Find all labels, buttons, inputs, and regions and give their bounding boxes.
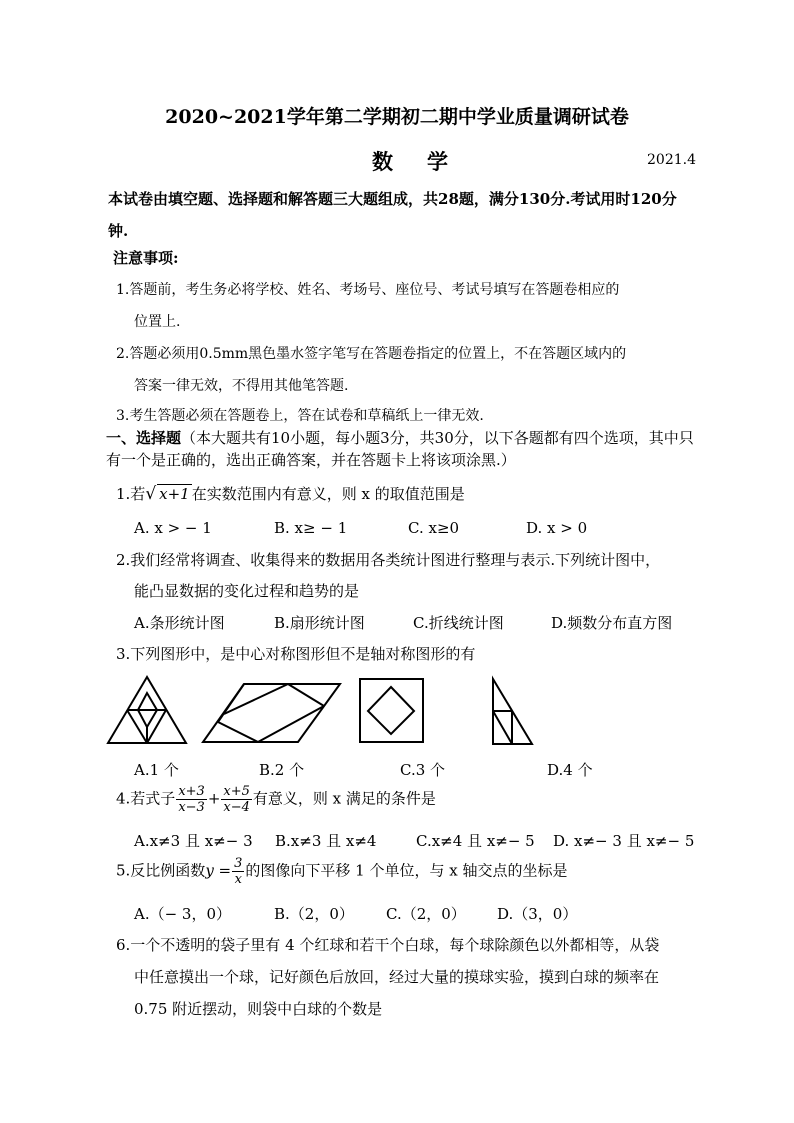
q4-option-b: B.x≠3 且 x≠4 bbox=[275, 832, 377, 850]
q4-prefix: 4.若式子 bbox=[116, 789, 176, 808]
figure-right-triangle bbox=[493, 679, 532, 744]
q3-option-b: B.2 个 bbox=[259, 761, 305, 779]
question-2-cont: 能凸显数据的变化过程和趋势的是 bbox=[134, 582, 360, 600]
exam-date: 2021.4 bbox=[647, 152, 696, 168]
q4-option-a: A.x≠3 且 x≠− 3 bbox=[134, 832, 253, 850]
q4-option-d: D. x≠− 3 且 x≠− 5 bbox=[553, 832, 695, 850]
q1-option-b: B. x≥ − 1 bbox=[274, 519, 348, 537]
q2-option-d: D.频数分布直方图 bbox=[551, 614, 673, 632]
exam-title: 2020~2021学年第二学期初二期中学业质量调研试卷 bbox=[165, 106, 629, 128]
q3-option-c: C.3 个 bbox=[400, 761, 446, 779]
q5-prefix: 5.反比例函数 bbox=[116, 861, 206, 880]
q2-option-c: C.折线统计图 bbox=[413, 614, 504, 632]
q4-fraction-2 bbox=[221, 784, 252, 815]
q4-frac1-denominator: x−3 bbox=[178, 800, 205, 815]
question-5 bbox=[116, 856, 567, 887]
exam-intro: 本试卷由填空题、选择题和解答题三大题组成，共28题，满分130分.考试用时120分钟. bbox=[108, 190, 677, 240]
section-1-heading: 一、选择题 bbox=[106, 429, 182, 447]
q1-option-c: C. x≥0 bbox=[408, 519, 460, 537]
question-6-cont-1: 中任意摸出一个球，记好颜色后放回，经过大量的摸球实验，摸到白球的频率在 bbox=[134, 968, 660, 986]
figure-triangle-subdivided bbox=[108, 677, 186, 743]
q4-frac2-denominator: x−4 bbox=[223, 800, 250, 815]
question-4 bbox=[116, 784, 436, 815]
q4-option-c: C.x≠4 且 x≠− 5 bbox=[416, 832, 535, 850]
q4-frac2-numerator: x+5 bbox=[223, 784, 250, 799]
question-6-cont-2: 0.75 附近摆动，则袋中白球的个数是 bbox=[134, 1000, 383, 1018]
q1-option-d: D. x > 0 bbox=[526, 519, 588, 537]
question-6: 6.一个不透明的袋子里有 4 个红球和若干个白球，每个球除颜色以外都相等，从袋 bbox=[116, 936, 660, 954]
q1-prefix: 1.若 bbox=[116, 485, 146, 503]
q2-option-b: B.扇形统计图 bbox=[274, 614, 365, 632]
q5-option-b: B.（2，0） bbox=[274, 905, 354, 923]
notice-item-3: 3.考生答题必须在答题卷上，答在试卷和草稿纸上一律无效. bbox=[116, 408, 484, 424]
q1-option-a: A. x > − 1 bbox=[134, 519, 212, 537]
question-3: 3.下列图形中，是中心对称图形但不是轴对称图形的有 bbox=[116, 645, 476, 663]
figure-square-in-square bbox=[360, 679, 423, 742]
q4-suffix: 有意义，则 x 满足的条件是 bbox=[252, 789, 436, 808]
notice-item-1: 1.答题前，考生务必将学校、姓名、考场号、座位号、考试号填写在答题卷相应的 bbox=[116, 282, 620, 298]
q5-lhs: y = bbox=[205, 861, 232, 880]
notice-item-2-cont: 答案一律无效，不得用其他笔答题. bbox=[134, 378, 349, 394]
q5-option-d: D.（3，0） bbox=[497, 905, 578, 923]
section-1-desc: （本大题共有10小题，每小题3分，共30分，以下各题都有四个选项，其中只有一个是正确的，选出正确答案，并在答题卡上将该项涂黑.） bbox=[106, 429, 694, 469]
q5-frac-denominator: x bbox=[234, 872, 242, 887]
question-2: 2.我们经常将调查、收集得来的数据用各类统计图进行整理与表示.下列统计图中， bbox=[116, 551, 661, 569]
notice-heading: 注意事项: bbox=[113, 249, 179, 267]
q5-option-c: C.（2，0） bbox=[386, 905, 466, 923]
subject-title: 数学 bbox=[372, 149, 482, 174]
q5-option-a: A.（− 3，0） bbox=[134, 905, 232, 923]
q2-option-a: A.条形统计图 bbox=[134, 614, 225, 632]
q5-fraction bbox=[232, 856, 244, 887]
q5-suffix: 的图像向下平移 1 个单位，与 x 轴交点的坐标是 bbox=[245, 861, 568, 880]
q4-plus: + bbox=[207, 789, 221, 808]
q4-frac1-numerator: x+3 bbox=[178, 784, 205, 799]
sqrt-symbol: √ bbox=[145, 484, 157, 504]
q3-option-a: A.1 个 bbox=[134, 761, 179, 779]
notice-item-2: 2.答题必须用0.5mm黑色墨水签字笔写在答题卷指定的位置上，不在答题区域内的 bbox=[116, 346, 627, 362]
q4-fraction-1 bbox=[176, 784, 207, 815]
q1-radicand: x+1 bbox=[159, 485, 190, 503]
q1-suffix: 在实数范围内有意义，则 x 的取值范围是 bbox=[191, 485, 465, 503]
q3-option-d: D.4 个 bbox=[547, 761, 593, 779]
figure-parallelogram bbox=[203, 684, 340, 742]
q5-frac-numerator: 3 bbox=[234, 856, 243, 871]
notice-item-1-cont: 位置上. bbox=[134, 314, 181, 330]
